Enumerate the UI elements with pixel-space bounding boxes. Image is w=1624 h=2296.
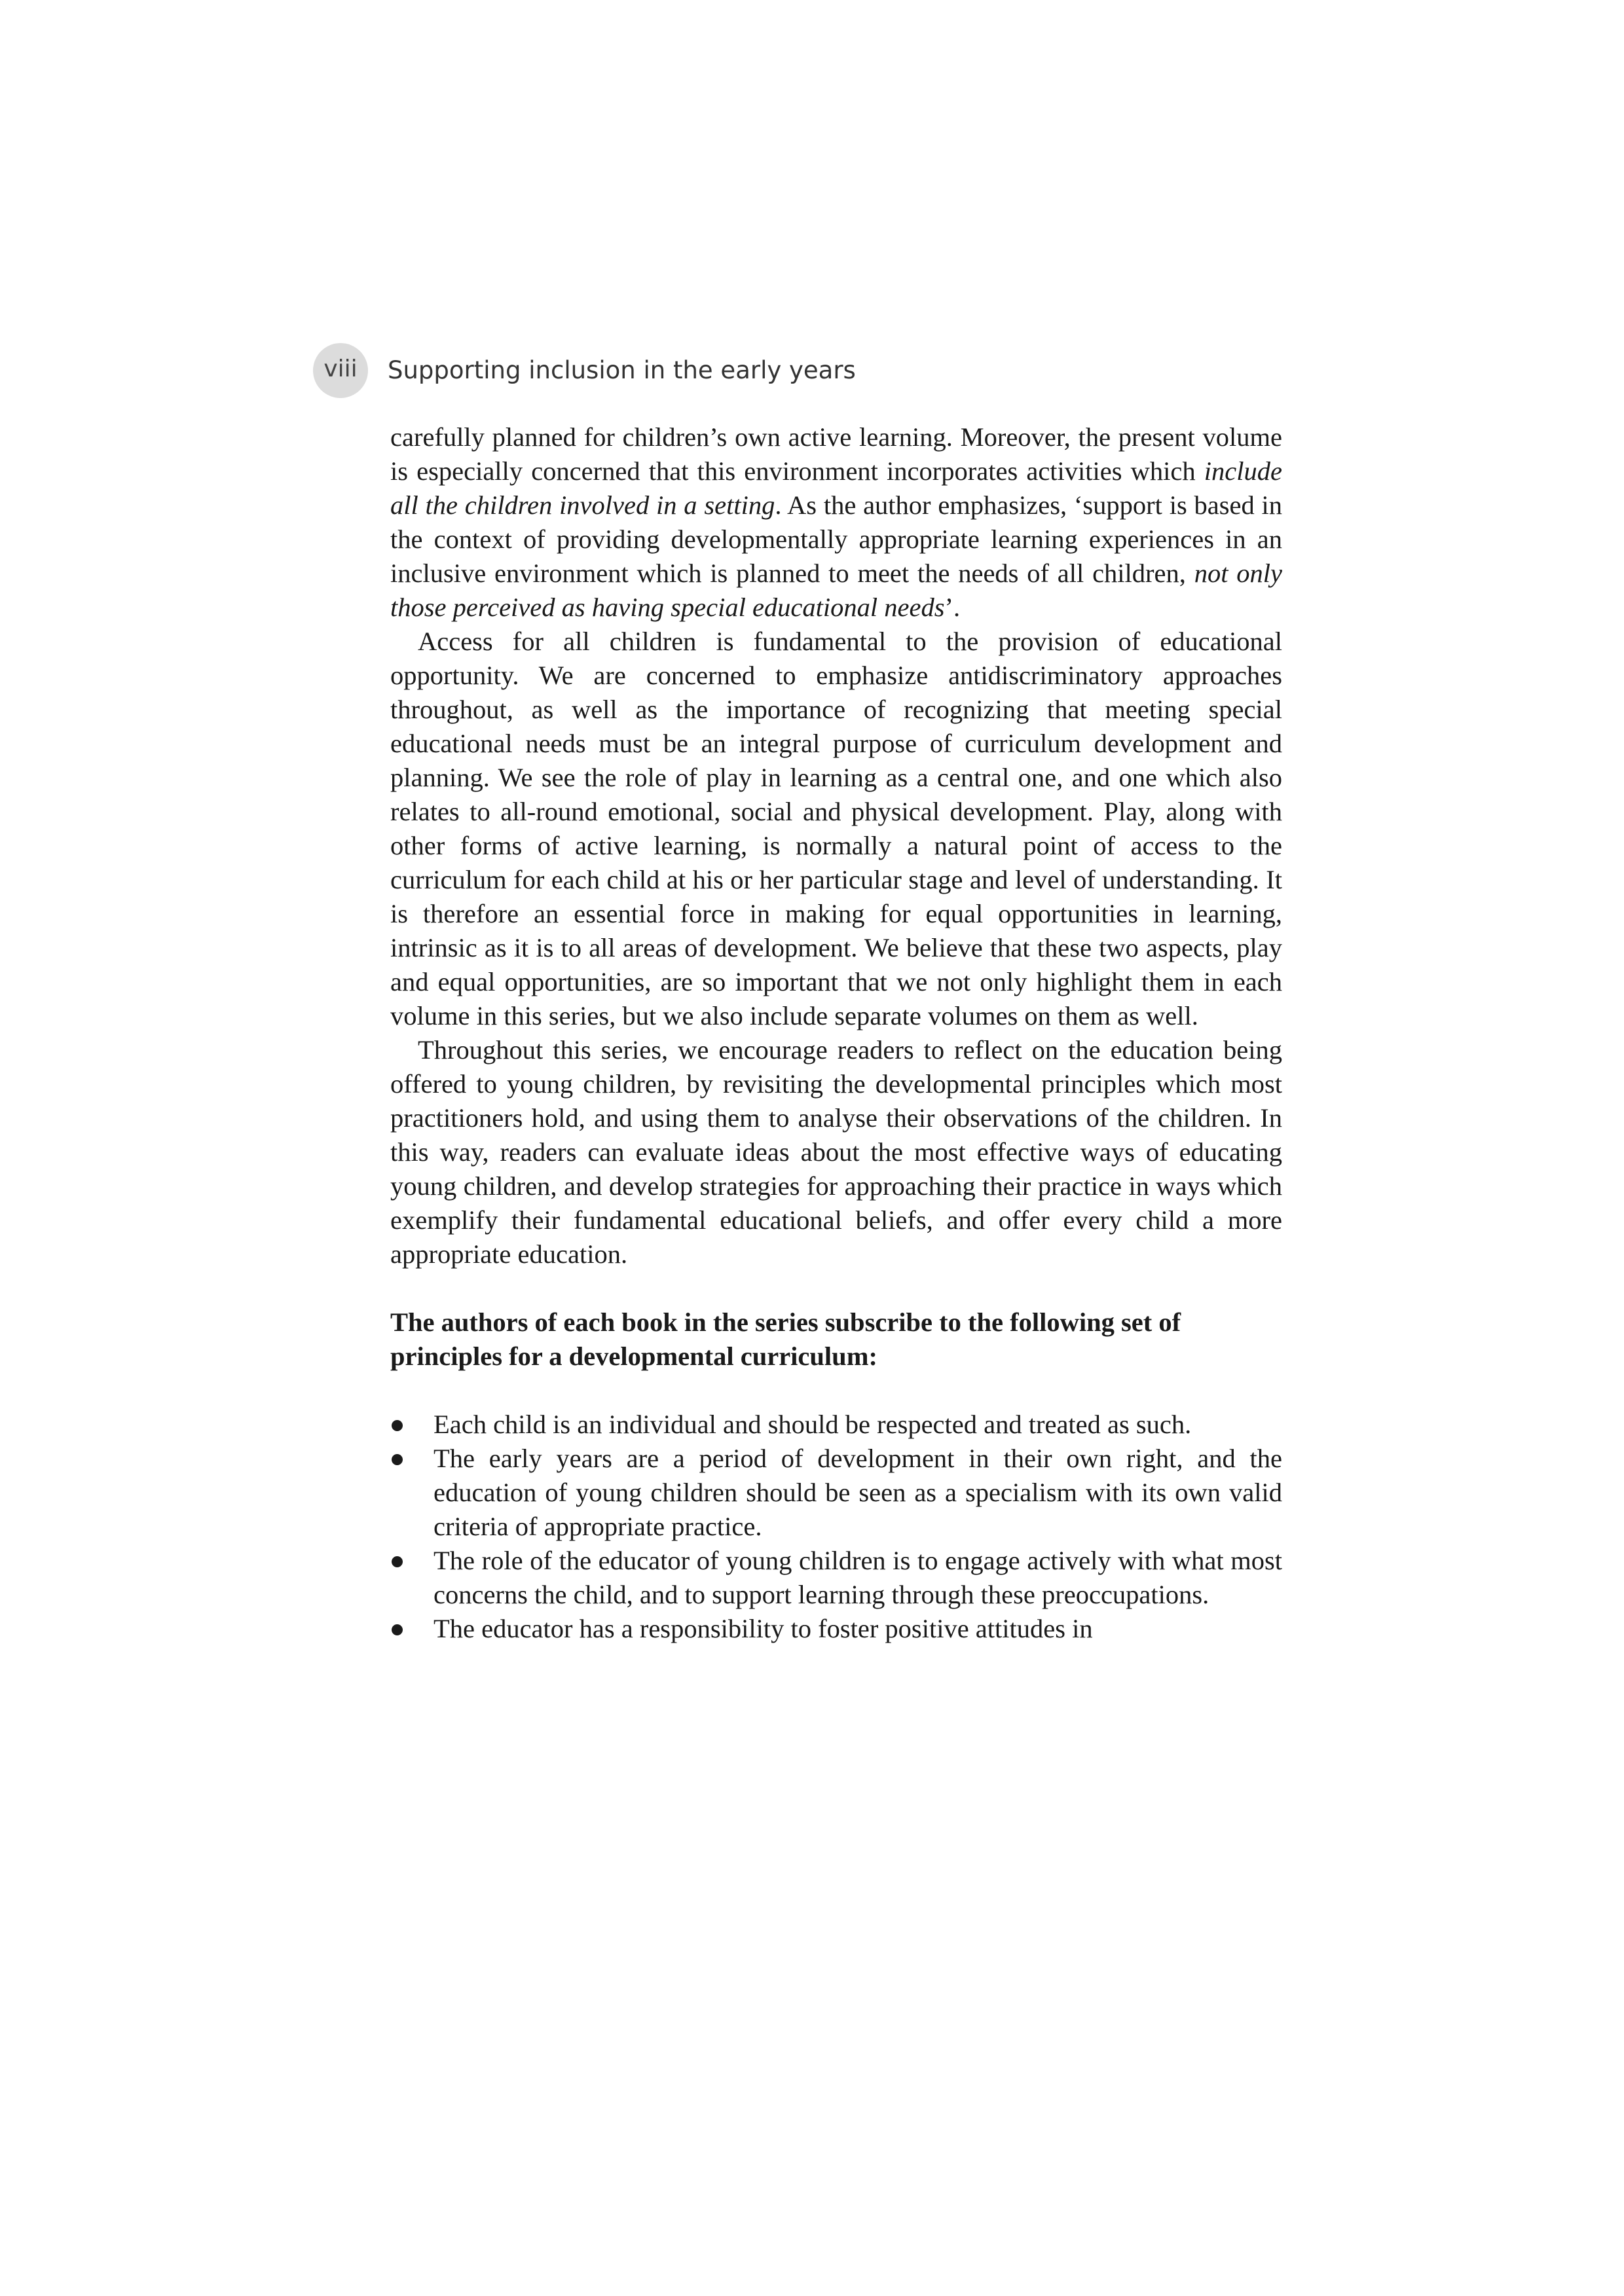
list-item — [390, 1544, 1282, 1612]
text-run: carefully planned for children’s own active learning. Moreover, the present volume is especially concerned that this environment incorporates activities which — [390, 422, 1282, 486]
list-item-text: Each child is an individual and should be respected and treated as such. — [434, 1410, 1192, 1439]
bullet-icon — [392, 1624, 403, 1635]
list-item-text: The educator has a responsibility to foster positive attitudes in — [434, 1614, 1093, 1643]
body-text — [390, 420, 1282, 1646]
bullet-icon — [392, 1556, 403, 1567]
list-item — [390, 1612, 1282, 1646]
principles-list — [390, 1408, 1282, 1646]
emphasis: not only those perceived as having special educational needs — [390, 558, 1283, 622]
page-header — [313, 343, 1295, 402]
emphasis: include all the children involved in a setting — [390, 456, 1282, 520]
bullet-icon — [392, 1420, 403, 1431]
text-run: . As the author emphasizes, ‘support is based in the context of providing developmentally appropriate learning experiences in an inclusive environment which is planned to meet the needs of all children, — [390, 490, 1282, 588]
page-number: viii — [313, 343, 368, 398]
bullet-icon — [392, 1454, 403, 1465]
running-title: Supporting inclusion in the early years — [388, 356, 856, 384]
list-item — [390, 1408, 1282, 1442]
list-item — [390, 1442, 1282, 1544]
text-run: ’. — [944, 592, 961, 622]
paragraph: Throughout this series, we encourage readers to reflect on the education being offered to young children, by revisiting the developmental principles which most practitioners hold, and using them to analyse their observations of the children. In this way, readers can evaluate ideas about the most effective ways of educating young children, and develop strategies for approaching their practice in ways which exemplify their fundamental educational beliefs, and offer every child a more appropriate education. — [390, 1035, 1282, 1269]
paragraph: Access for all children is fundamental to the provision of educational opportunity. We are concerned to emphasize antidiscriminatory approaches throughout, as well as the importance of recognizing that meeting special educational needs must be an integral purpose of curriculum development and planning. We see the role of play in learning as a central one, and one which also relates to all-round emotional, social and physical development. Play, along with other forms of active learning, is normally a natural point of access to the curriculum for each child at his or her particular stage and level of understanding. It is therefore an essential force in making for equal opportunities in learning, intrinsic as it is to all areas of development. We believe that these two aspects, play and equal opportunities, are so important that we not only highlight them in each volume in this series, but we also include separate volumes on them as well. — [390, 627, 1282, 1030]
list-item-text: The role of the educator of young children is to engage actively with what most concerns the child, and to support learning through these preoccupations. — [434, 1546, 1282, 1609]
principles-heading: The authors of each book in the series subscribe to the following set of principles for a developmental curriculum: — [390, 1307, 1181, 1371]
list-item-text: The early years are a period of development in their own right, and the education of young children should be seen as a specialism with its own valid criteria of appropriate practice. — [434, 1444, 1282, 1541]
paragraph — [390, 420, 1282, 625]
